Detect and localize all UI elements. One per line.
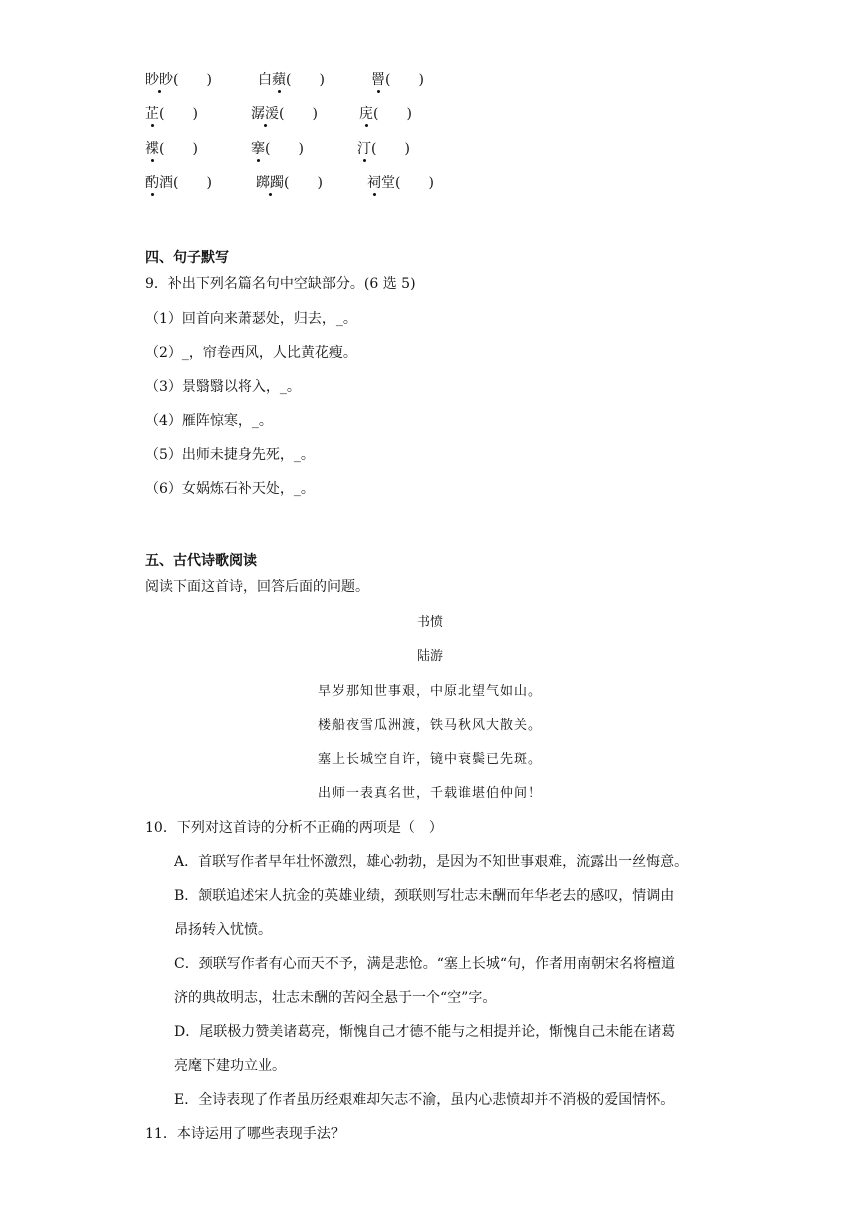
option-b: B．颔联追述宋人抗金的英雄业绩，颈联则写壮志未酬而年华老去的感叹，情调由 xyxy=(174,888,675,904)
fill-item: （3）景翳翳以将入，_。 xyxy=(145,379,301,395)
dotted-word: 褋 xyxy=(145,141,159,157)
pinyin-item-4-2: 踯躅( ) xyxy=(256,175,323,191)
option-c: C．颈联写作者有心而天不予，满是悲怆。“塞上长城“句，作者用南朝宋名将檀道 xyxy=(174,956,676,972)
dotted-word: 芷 xyxy=(145,106,159,122)
dotted-word: 罾 xyxy=(371,72,385,88)
pinyin-item-1-3: 罾( ) xyxy=(371,72,424,88)
dotted-word: 踯躅 xyxy=(256,175,284,191)
fill-item: （4）雁阵惊寒，_。 xyxy=(145,413,273,429)
pinyin-item-3-2: 搴( ) xyxy=(251,141,304,157)
pinyin-item-3-1: 褋( ) xyxy=(145,141,198,157)
pinyin-item-2-1: 芷( ) xyxy=(145,106,198,122)
poem-line: 早岁那知世事艰，中原北望气如山。 xyxy=(317,684,542,699)
option-d-cont: 亮麾下建功立业。 xyxy=(174,1058,286,1074)
pinyin-item-1-1: 眇眇( ) xyxy=(145,72,212,88)
option-a: A．首联写作者早年壮怀激烈，雄心勃勃，是因为不知世事艰难，流露出一丝悔意。 xyxy=(174,854,689,870)
pinyin-item-4-1: 酌酒( ) xyxy=(145,175,212,191)
question-text: 11．本诗运用了哪些表现手法？ xyxy=(145,1126,345,1142)
dotted-word: 酌 xyxy=(145,175,159,191)
option-e: E．全诗表现了作者虽历经艰难却矢志不渝，虽内心悲愤却并不消极的爱国情怀。 xyxy=(174,1092,675,1108)
question-text: 9．补出下列名篇名句中空缺部分。(6 选 5) xyxy=(145,276,416,292)
section-heading: 四、句子默写 xyxy=(145,250,229,266)
dotted-word: 庑 xyxy=(359,106,373,122)
fill-item: （6）女娲炼石补天处，_。 xyxy=(145,481,315,497)
dotted-word: 祠 xyxy=(367,175,381,191)
fill-item: （2）_，帘卷西风，人比黄花瘦。 xyxy=(145,345,357,361)
pinyin-item-2-3: 庑( ) xyxy=(359,106,412,122)
poem-title: 书愤 xyxy=(416,615,443,630)
dotted-word: 汀 xyxy=(357,141,371,157)
section-heading: 五、古代诗歌阅读 xyxy=(145,553,257,569)
reading-intro: 阅读下面这首诗，回答后面的问题。 xyxy=(145,579,369,595)
poem-line: 塞上长城空自许，镜中衰鬓已先斑。 xyxy=(317,752,542,767)
dotted-word: 搴 xyxy=(251,141,265,157)
question-text: 10．下列对这首诗的分析不正确的两项是（ ） xyxy=(145,820,443,836)
dotted-word: 眇眇 xyxy=(145,72,173,88)
poem-line: 出师一表真名世，千载谁堪伯仲间！ xyxy=(317,786,542,801)
fill-item: （1）回首向来萧瑟处，归去，_。 xyxy=(145,311,357,327)
option-d: D．尾联极力赞美诸葛亮，惭愧自己才德不能与之相提并论，惭愧自己未能在诸葛 xyxy=(174,1024,676,1040)
dotted-word: 潺湲 xyxy=(251,106,279,122)
poem-line: 楼船夜雪瓜洲渡，铁马秋风大散关。 xyxy=(317,718,542,733)
option-b-cont: 昂扬转入忧愤。 xyxy=(174,922,272,938)
option-c-cont: 济的典故明志，壮志未酬的苦闷全悬于一个“空”字。 xyxy=(174,990,497,1006)
pinyin-item-2-2: 潺湲( ) xyxy=(251,106,318,122)
pinyin-item-3-3: 汀( ) xyxy=(357,141,410,157)
poem-author: 陆游 xyxy=(416,649,443,664)
dotted-word: 蘋 xyxy=(272,72,286,88)
pinyin-item-4-3: 祠堂( ) xyxy=(367,175,434,191)
pinyin-item-1-2: 白蘋( ) xyxy=(258,72,325,88)
fill-item: （5）出师未捷身先死，_。 xyxy=(145,447,315,463)
